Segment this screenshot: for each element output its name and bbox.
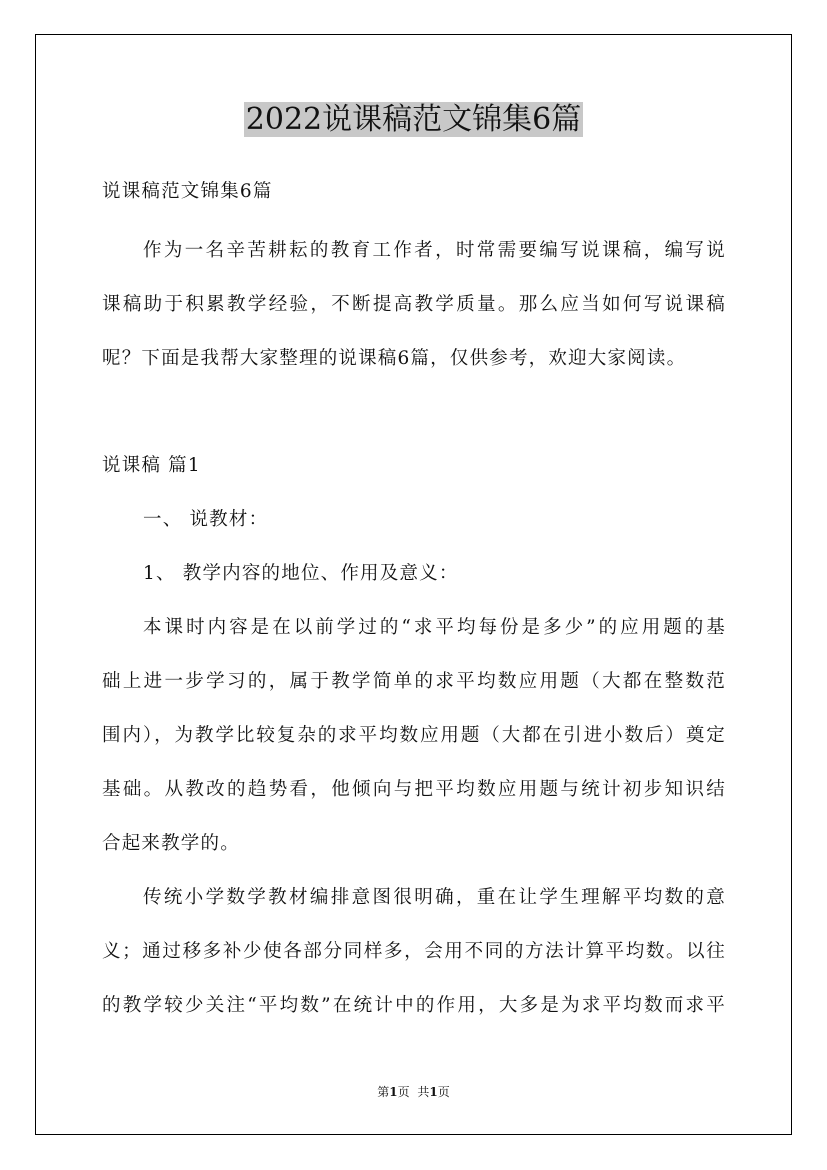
paragraph-1-line-1: 本课时内容是在以前学过的“求平均每份是多少”的应用题的基 <box>143 617 726 638</box>
page-suffix: 页 <box>397 1085 410 1099</box>
page-number: 1 <box>389 1085 398 1099</box>
paragraph-2-line-2: 义；通过移多补少使各部分同样多，会用不同的方法计算平均数。以往 <box>102 941 726 962</box>
total-prefix: 共 <box>417 1085 430 1099</box>
paragraph-2-line-3: 的教学较少关注“平均数”在统计中的作用，大多是为求平均数而求平 <box>102 995 726 1016</box>
total-suffix: 页 <box>437 1085 450 1099</box>
total-pages: 1 <box>429 1085 438 1099</box>
page-footer <box>0 1084 827 1100</box>
item-jiaoxue-neirong: 1、 教学内容的地位、作用及意义： <box>143 563 459 584</box>
paragraph-1-line-2: 础上进一步学习的，属于教学简单的求平均数应用题（大都在整数范 <box>102 671 726 692</box>
paragraph-2-line-1: 传统小学数学教材编排意图很明确，重在让学生理解平均数的意 <box>143 887 726 908</box>
intro-line-2: 课稿助于积累教学经验，不断提高教学质量。那么应当如何写说课稿 <box>102 294 726 315</box>
document-subtitle: 说课稿范文锦集6篇 <box>102 181 273 202</box>
page-prefix: 第 <box>377 1085 390 1099</box>
item-shuo-jiaocai: 一、 说教材： <box>143 509 269 530</box>
paragraph-1-line-5: 合起来教学的。 <box>102 833 240 854</box>
paragraph-1-line-3: 围内），为教学比较复杂的求平均数应用题（大都在引进小数后）奠定 <box>102 725 726 746</box>
section-heading: 说课稿 篇1 <box>102 455 201 476</box>
paragraph-1-line-4: 基础。从教改的趋势看，他倾向与把平均数应用题与统计初步知识结 <box>102 779 726 800</box>
intro-line-1: 作为一名辛苦耕耘的教育工作者，时常需要编写说课稿，编写说 <box>143 240 726 261</box>
intro-line-3: 呢？下面是我帮大家整理的说课稿6篇，仅供参考，欢迎大家阅读。 <box>102 348 687 369</box>
document-title-text: 2022说课稿范文锦集6篇 <box>245 102 582 137</box>
document-body <box>102 166 726 1033</box>
document-title <box>0 98 827 142</box>
